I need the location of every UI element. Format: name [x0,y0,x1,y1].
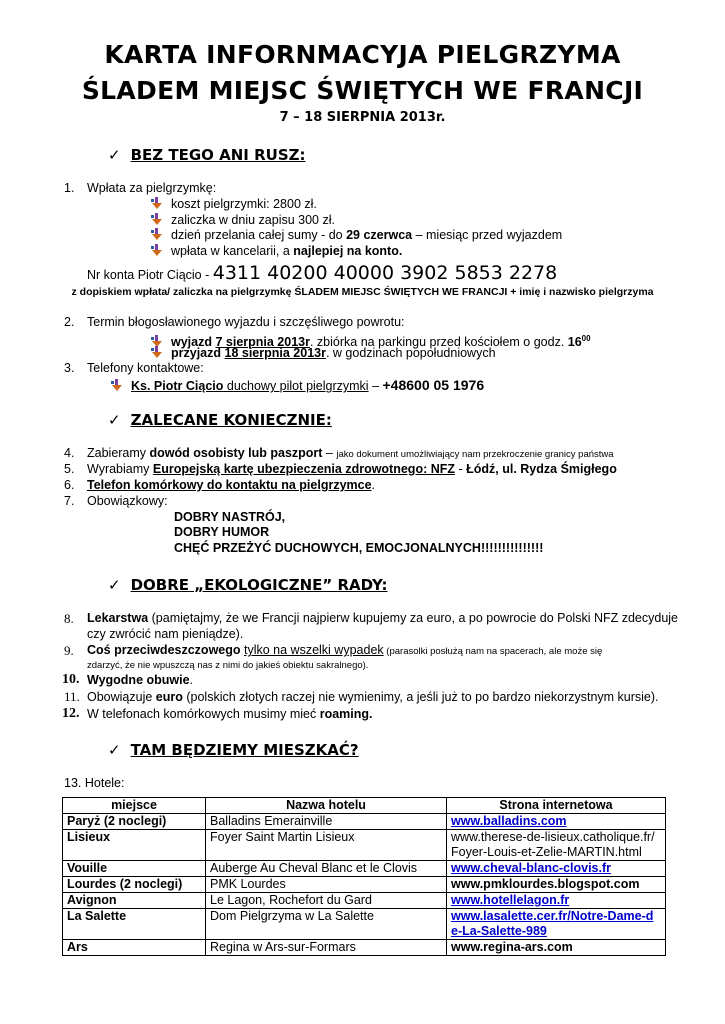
table-row [63,940,666,956]
table-row [63,893,666,909]
hotel-website-link[interactable]: www.hotellelagon.fr [451,893,570,907]
hotel-place: Avignon [63,893,206,909]
table-row [63,861,666,877]
hotel-place: Lisieux [63,830,206,861]
hotels-table [62,797,666,956]
list-item: Wygodne obuwie. [87,673,194,687]
hotel-name: PMK Lourdes [206,877,447,893]
list-item: W telefonach komórkowych musimy mieć roaming. [87,707,373,721]
hotel-place: Ars [63,940,206,956]
list-item: Obowiązuje euro (polskich złotych raczej nie wymienimy, a jeśli już to po bardzo niekorzystnym kursie). [87,690,659,704]
column-header-website: Strona internetowa [447,798,666,814]
transfer-note: z dopiskiem wpłata/ zaliczka na pielgrzymkę ŚLADEM MIEJSC ŚWIĘTYCH WE FRANCJI + imię i nazwisko pielgrzyma [71,286,654,298]
section-heading-accommodation: ✓ TAM BĘDZIEMY MIESZKAĆ? [108,741,359,759]
hotel-website-link[interactable]: www.lasalette.cer.fr/Notre-Dame-de-La-Salette-989 [451,909,654,938]
hotel-place: Vouille [63,861,206,877]
account-number: 4311 40200 40000 3902 5853 2278 [212,262,558,284]
contact-phone: +48600 05 1976 [382,377,485,393]
list-item: Zabieramy dowód osobisty lub paszport – jako dokument umożliwiający nam przekroczenie granicy państwa [87,446,614,460]
list-item: Wyrabiamy Europejską kartę ubezpieczenia zdrowotnego: NFZ - Łódź, ul. Rydza Śmigłego [87,462,617,476]
list-item: Coś przeciwdeszczowego tylko na wszelki wypadek (parasolki posłużą nam na spacerach, ale może się [87,643,603,657]
mood-line: CHĘĆ PRZEŻYĆ DUCHOWYCH, EMOCJONALNYCH!!!!!!!!!!!!!!! [174,541,544,555]
hotel-website-text: www.pmklourdes.blogspot.com [451,877,640,891]
list-item: Obowiązkowy: [87,494,168,508]
table-row [63,877,666,893]
hotel-name: Auberge Au Cheval Blanc et le Clovis [206,861,447,877]
arrow-bullet-icon [151,346,163,358]
hotel-place: Paryż (2 noclegi) [63,814,206,830]
table-header-row [63,798,666,814]
list-number: 3. [64,361,75,375]
list-number: 9. [64,643,74,658]
checkmark-icon: ✓ [108,741,121,759]
column-header-hotel: Nazwa hotelu [206,798,447,814]
hotel-name: Le Lagon, Rochefort du Gard [206,893,447,909]
hotel-website-link[interactable]: www.balladins.com [451,814,567,828]
page-title-line-2: ŚLADEM MIEJSC ŚWIĘTYCH WE FRANCJI [81,76,644,105]
table-row [63,909,666,940]
trip-dates: 7 – 18 SIERPNIA 2013r. [279,110,446,125]
hotel-place: Lourdes (2 noclegi) [63,877,206,893]
section-heading-must-have: ✓ BEZ TEGO ANI RUSZ: [108,146,306,164]
mood-line: DOBRY NASTRÓJ, [174,510,286,524]
page-title-line-1: KARTA INFORNMACYJA PIELGRZYMA [104,40,621,69]
arrow-bullet-icon [111,379,123,391]
list-number: 6. [64,478,75,492]
table-row [63,814,666,830]
arrow-bullet-icon [151,244,163,256]
list-number: 12. [62,706,80,721]
section-heading-recommended: ✓ ZALECANE KONIECZNIE: [108,411,332,429]
list-number: 1. [64,181,75,195]
table-row [63,830,666,861]
checkmark-icon: ✓ [108,576,121,594]
contacts-heading: Telefony kontaktowe: [87,361,204,375]
list-item: Telefon komórkowy do kontaktu na pielgrzymce. [87,478,376,492]
hotel-name: Dom Pielgrzyma w La Salette [206,909,447,940]
list-number: 2. [64,315,75,329]
contact-line: Ks. Piotr Ciącio duchowy pilot pielgrzymki – +48600 05 1976 [111,378,484,394]
list-item: wpłata w kancelarii, a najlepiej na konto. [151,244,402,259]
list-item: dzień przelania całej sumy - do 29 czerwca – miesiąc przed wyjazdem [151,228,562,243]
mood-line: DOBRY HUMOR [174,525,270,539]
column-header-place: miejsce [63,798,206,814]
arrow-bullet-icon [151,228,163,240]
list-number: 7. [64,494,75,508]
payment-heading: Wpłata za pielgrzymkę: [87,181,217,195]
list-item-continuation: czy zwrócić nam pieniądze). [87,627,244,641]
arrow-bullet-icon [151,213,163,225]
list-number: 4. [64,446,75,460]
hotels-label: 13. Hotele: [64,776,125,790]
list-item-continuation: zdarzyć, że nie wpuszczą nas z nimi do jakieś obiektu sakralnego). [87,660,369,671]
list-number: 11. [64,689,80,704]
list-number: 5. [64,462,75,476]
hotel-name: Balladins Emerainville [206,814,447,830]
arrow-bullet-icon [151,197,163,209]
checkmark-icon: ✓ [108,411,121,429]
hotel-website-text: www.regina-ars.com [451,940,573,954]
hotel-name: Regina w Ars-sur-Formars [206,940,447,956]
list-number: 10. [62,672,80,687]
return-line: przyjazd 18 sierpnia 2013r. w godzinach popołudniowych [151,346,496,361]
section-heading-tips: ✓ DOBRE „EKOLOGICZNE” RADY: [108,576,388,594]
bank-account: Nr konta Piotr Ciącio - 4311 40200 40000 3902 5853 2278 [87,262,558,284]
list-item: Lekarstwa (pamiętajmy, że we Francji najpierw kupujemy za euro, a po powrocie do Polski NFZ zdecyduje [87,611,679,625]
hotel-website-link[interactable]: www.cheval-blanc-clovis.fr [451,861,612,875]
departure-line: wyjazd 7 sierpnia 2013r. zbiórka na parkingu przed kościołem o godz. $16^{00}$ [151,331,591,350]
hotel-name: Foyer Saint Martin Lisieux [206,830,447,861]
hotel-place: La Salette [63,909,206,940]
list-item: zaliczka w dniu zapisu 300 zł. [151,213,335,228]
list-number: 8. [64,611,74,626]
hotel-website-text: www.therese-de-lisieux.catholique.fr/Foyer-Louis-et-Zelie-MARTIN.html [451,830,655,859]
trip-dates-heading: Termin błogosławionego wyjazdu i szczęśliwego powrotu: [87,315,405,329]
checkmark-icon: ✓ [108,146,121,164]
list-item: koszt pielgrzymki: 2800 zł. [151,197,317,212]
